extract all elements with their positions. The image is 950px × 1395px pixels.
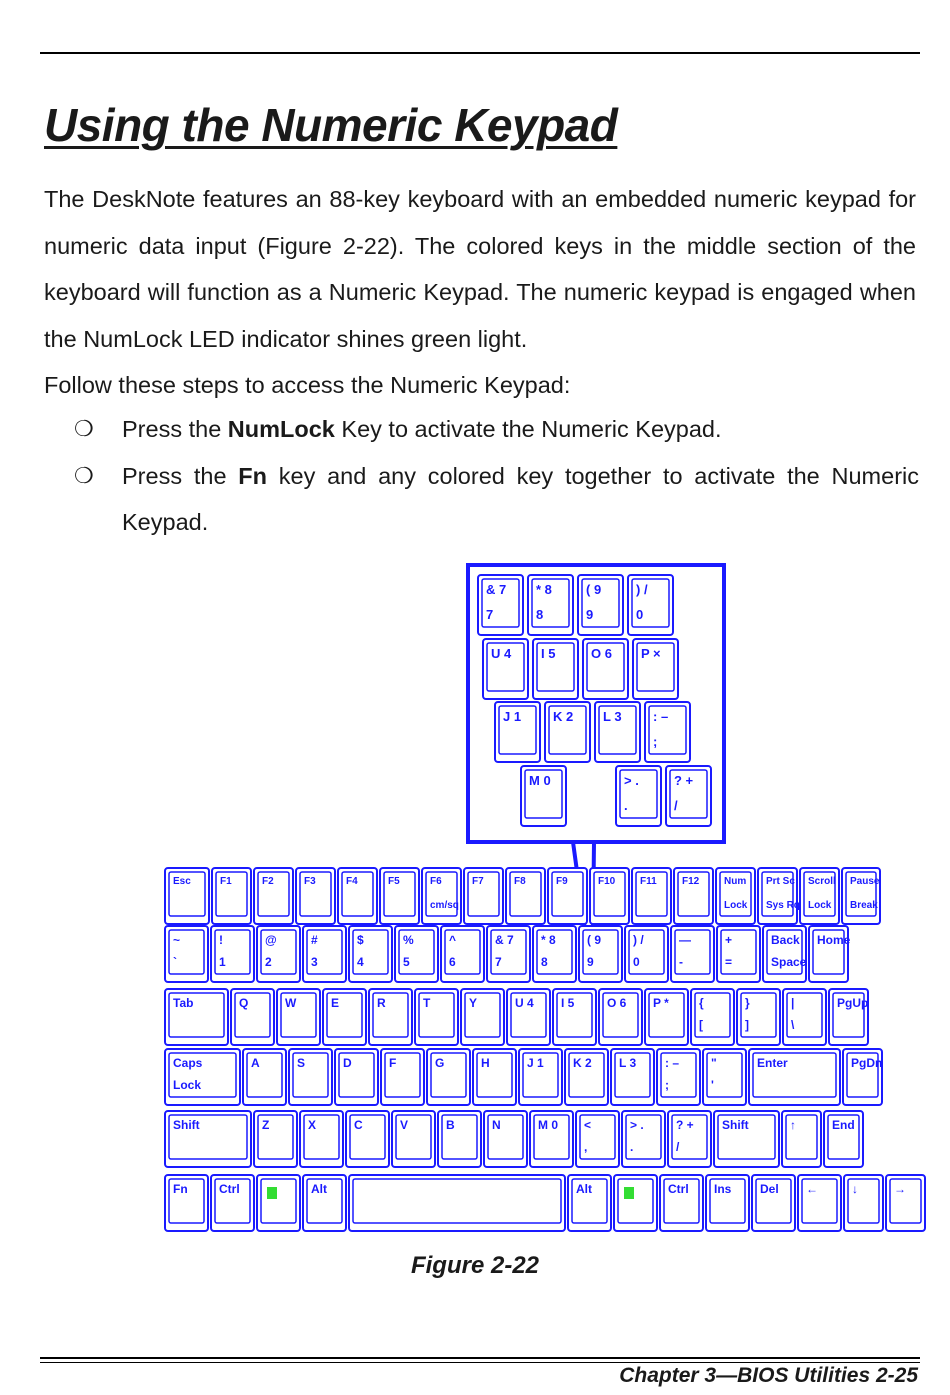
- key-legend-bottom: /: [674, 798, 678, 813]
- key-legend-top: * 8: [536, 582, 552, 597]
- key-outline: [533, 639, 578, 699]
- keyboard-key: [464, 868, 503, 924]
- keyboard-key: [595, 702, 640, 762]
- key-legend-bottom: 0: [636, 607, 644, 622]
- keyboard-key: [548, 868, 587, 924]
- key-legend-top: N: [492, 1118, 501, 1132]
- keyboard-key: [763, 926, 807, 982]
- keyboard-key: [289, 1049, 332, 1105]
- key-legend-top: Num: [724, 876, 747, 887]
- key-legend-top: ": [711, 1056, 717, 1070]
- key-legend-top: ~: [173, 933, 181, 947]
- key-legend-top: V: [400, 1118, 409, 1132]
- keyboard-key: [254, 1111, 297, 1167]
- step-text: key and any colored key together to activate the Numeric Keypad.: [122, 462, 919, 535]
- keyboard-key: [495, 702, 540, 762]
- keyboard-key: [528, 575, 573, 635]
- key-legend-top: F2: [262, 876, 274, 887]
- key-legend-top: <: [584, 1118, 592, 1132]
- key-legend-top: ( 9: [587, 933, 602, 947]
- key-legend-top: ? +: [674, 773, 694, 788]
- keyboard-key: [599, 989, 642, 1045]
- key-legend-top: O 6: [607, 996, 627, 1010]
- key-legend-top: }: [745, 996, 750, 1010]
- key-legend-top: ↑: [790, 1118, 796, 1132]
- keyboard-key: [782, 1111, 821, 1167]
- key-legend-bottom: ]: [745, 1018, 749, 1032]
- bullet-icon: ❍: [74, 416, 94, 441]
- key-legend-top: T: [423, 996, 431, 1010]
- key-legend-top: F10: [598, 876, 616, 887]
- keyboard-key: [800, 868, 839, 924]
- key-legend-bottom: =: [725, 955, 733, 969]
- keyboard-key: [165, 1175, 208, 1231]
- keyboard-key: [625, 926, 668, 982]
- key-legend-top: W: [285, 996, 297, 1010]
- keyboard-key: [438, 1111, 481, 1167]
- key-legend-top: Prt Sc: [766, 876, 795, 887]
- keyboard-key: [842, 868, 880, 924]
- bullet-icon: ❍: [74, 462, 94, 488]
- steps-intro: Follow these steps to access the Numeric Keypad:: [44, 372, 571, 398]
- step-key: NumLock: [227, 416, 335, 442]
- key-legend-top: ) /: [633, 933, 644, 947]
- key-outline: [628, 575, 673, 635]
- key-legend-bottom: 5: [403, 955, 410, 969]
- keyboard-key: [714, 1111, 779, 1167]
- keyboard-key: [231, 989, 274, 1045]
- key-legend-bottom: 2: [265, 955, 272, 969]
- key-legend-top: F11: [640, 876, 657, 887]
- key-legend-top: U 4: [515, 996, 534, 1010]
- key-legend-top: M 0: [538, 1118, 559, 1132]
- key-legend-bottom: Space: [771, 955, 807, 969]
- figure-caption: Figure 2-22: [410, 1252, 540, 1279]
- led-indicator-icon: [267, 1187, 277, 1199]
- key-legend-top: Esc: [173, 876, 191, 887]
- keyboard-key: [519, 1049, 562, 1105]
- key-legend-top: Scroll: [808, 876, 836, 887]
- step-item: [44, 453, 919, 546]
- key-legend-top: ? +: [676, 1118, 694, 1132]
- key-legend-top: +: [725, 933, 733, 947]
- keyboard-key: [671, 926, 714, 982]
- key-legend-top: →: [894, 1182, 906, 1196]
- key-legend-top: ↓: [852, 1182, 858, 1196]
- key-legend-top: X: [308, 1118, 317, 1132]
- step-key: Fn: [238, 462, 267, 489]
- key-legend-top: J 1: [527, 1056, 544, 1070]
- keyboard-key: [211, 926, 254, 982]
- key-legend-top: > .: [624, 773, 639, 788]
- keyboard-key: [303, 1175, 346, 1231]
- key-legend-top: K 2: [553, 709, 574, 724]
- keyboard-key: [674, 868, 713, 924]
- keyboard-key: [506, 868, 545, 924]
- keyboard-key: [553, 989, 596, 1045]
- keyboard-key: [660, 1175, 703, 1231]
- keyboard-key: [886, 1175, 925, 1231]
- keyboard-key: [614, 1175, 657, 1231]
- key-legend-top: : –: [665, 1056, 680, 1070]
- keyboard-key: [303, 926, 346, 982]
- keyboard-key: [717, 926, 760, 982]
- key-legend-bottom: 7: [486, 607, 494, 622]
- keyboard-key: [296, 868, 335, 924]
- bottom-rule-thin: [40, 1362, 920, 1363]
- key-legend-top: C: [354, 1118, 363, 1132]
- keyboard-key: [843, 1049, 882, 1105]
- key-legend-top: P *: [653, 996, 669, 1010]
- keyboard-key: [427, 1049, 470, 1105]
- key-legend-top: F: [389, 1056, 397, 1070]
- key-legend-top: L 3: [603, 709, 622, 724]
- keyboard-key: [300, 1111, 343, 1167]
- key-legend-top: ( 9: [586, 582, 602, 597]
- keypad-inset: [478, 575, 711, 826]
- keyboard-key: [165, 868, 209, 924]
- key-legend-top: K 2: [573, 1056, 592, 1070]
- keyboard-key: [257, 1175, 300, 1231]
- key-legend-top: U 4: [491, 646, 512, 661]
- key-legend-bottom: Lock: [808, 900, 832, 911]
- keyboard-key: [212, 868, 251, 924]
- keyboard-key: [583, 639, 628, 699]
- key-legend-top: F8: [514, 876, 526, 887]
- key-legend-top: F9: [556, 876, 568, 887]
- keyboard-key: [380, 868, 419, 924]
- keyboard-key: [829, 989, 868, 1045]
- key-legend-top: Tab: [173, 996, 194, 1010]
- key-legend-top: $: [357, 933, 364, 947]
- key-legend-top: #: [311, 933, 318, 947]
- keyboard-key: [487, 926, 530, 982]
- key-legend-top: R: [377, 996, 386, 1010]
- key-legend-bottom: [: [699, 1018, 703, 1032]
- key-legend-top: F1: [220, 876, 232, 887]
- key-legend-top: O 6: [591, 646, 612, 661]
- keyboard-key: [254, 868, 293, 924]
- key-legend-bottom: 9: [586, 607, 594, 622]
- keyboard-key: [257, 926, 300, 982]
- key-legend-top: |: [791, 996, 795, 1010]
- keyboard-key: [165, 989, 228, 1045]
- key-legend-top: J 1: [503, 709, 522, 724]
- key-legend-top: G: [435, 1056, 445, 1070]
- keyboard-key: [568, 1175, 611, 1231]
- keyboard-key: [809, 926, 851, 982]
- key-legend-top: Q: [239, 996, 249, 1010]
- keyboard-key: [349, 1175, 565, 1231]
- keyboard-key: [461, 989, 504, 1045]
- keyboard-key: [507, 989, 550, 1045]
- key-legend-bottom: 8: [536, 607, 544, 622]
- keyboard-key: [369, 989, 412, 1045]
- page-title: Using the Numeric Keypad: [44, 99, 618, 151]
- top-rule: [40, 52, 920, 54]
- key-legend-top: !: [219, 933, 223, 947]
- keyboard-key: [824, 1111, 863, 1167]
- key-legend-top: A: [251, 1056, 260, 1070]
- keyboard-key: [798, 1175, 841, 1231]
- keyboard-key: [668, 1111, 711, 1167]
- keyboard-figure: [160, 560, 906, 1245]
- keyboard-key: [844, 1175, 883, 1231]
- keyboard-key: [335, 1049, 378, 1105]
- key-legend-bottom: Sys Rq: [766, 900, 800, 911]
- keyboard-key: [716, 868, 755, 924]
- key-legend-top: F6: [430, 876, 442, 887]
- keyboard-key: [473, 1049, 516, 1105]
- key-legend-top: > .: [630, 1118, 644, 1132]
- key-legend-top: Ctrl: [668, 1182, 689, 1196]
- key-legend-top: Y: [469, 996, 478, 1010]
- key-legend-bottom: .: [630, 1140, 634, 1154]
- keyboard-key: [565, 1049, 608, 1105]
- key-legend-top: {: [699, 996, 704, 1010]
- key-legend-top: Shift: [722, 1118, 749, 1132]
- step-text: Press the: [122, 416, 228, 442]
- key-legend-bottom: cm/sq: [430, 900, 459, 911]
- intro-paragraph: The DeskNote features an 88-key keyboard with an embedded numeric keypad for numeric data input (Figure 2-22). The colored keys in the middle section of the keyboard will function as a Numeric Keypad. The numeric keypad is engaged when the NumLock LED indicator shines green light.: [44, 186, 916, 352]
- step-text: Key to activate the Numeric Keypad.: [334, 416, 722, 442]
- keyboard-key: [749, 1049, 840, 1105]
- keyboard-key: [590, 868, 629, 924]
- key-legend-top: Back: [771, 933, 800, 947]
- key-legend-top: I 5: [561, 996, 575, 1010]
- keyboard-key: [758, 868, 800, 924]
- key-legend-top: Pause: [850, 876, 880, 887]
- key-legend-top: I 5: [541, 646, 556, 661]
- keyboard-key: [632, 868, 671, 924]
- body-text: [44, 176, 916, 409]
- key-legend-bottom: ': [711, 1078, 714, 1092]
- steps-list: [44, 406, 919, 546]
- keyboard-key: [657, 1049, 700, 1105]
- keyboard-key: [545, 702, 590, 762]
- step-item: [44, 406, 919, 453]
- keyboard-key: [349, 926, 392, 982]
- keyboard-key: [381, 1049, 424, 1105]
- keyboard-key: [484, 1111, 527, 1167]
- keyboard-key: [533, 926, 576, 982]
- key-legend-bottom: Lock: [724, 900, 748, 911]
- key-legend-bottom: 0: [633, 955, 640, 969]
- key-legend-bottom: \: [791, 1018, 795, 1032]
- keyboard-key: [576, 1111, 619, 1167]
- keyboard-key: [441, 926, 484, 982]
- keyboard-key: [346, 1111, 389, 1167]
- key-legend-top: S: [297, 1056, 306, 1070]
- key-legend-top: Shift: [173, 1118, 200, 1132]
- key-legend-top: H: [481, 1056, 490, 1070]
- key-legend-top: Caps: [173, 1056, 203, 1070]
- keyboard-key: [165, 926, 208, 982]
- key-legend-top: ^: [449, 933, 457, 947]
- key-legend-bottom: -: [679, 955, 683, 969]
- keyboard-key: [645, 702, 690, 762]
- key-legend-top: & 7: [495, 933, 514, 947]
- key-legend-bottom: 6: [449, 955, 456, 969]
- keyboard-key: [616, 766, 661, 826]
- keyboard-key: [395, 926, 438, 982]
- key-legend-bottom: ;: [665, 1078, 669, 1092]
- keyboard-key: [338, 868, 377, 924]
- keyboard-key: [645, 989, 688, 1045]
- key-legend-bottom: Break: [850, 900, 878, 911]
- keyboard-key: [752, 1175, 795, 1231]
- key-legend-top: Alt: [311, 1182, 327, 1196]
- key-legend-top: —: [679, 933, 691, 947]
- key-legend-top: Ins: [714, 1182, 732, 1196]
- keyboard-key: [628, 575, 673, 635]
- key-legend-top: P ×: [641, 646, 661, 661]
- key-legend-top: F4: [346, 876, 358, 887]
- keyboard-key: [703, 1049, 746, 1105]
- keyboard-key: [415, 989, 458, 1045]
- key-legend-top: %: [403, 933, 414, 947]
- keyboard-key: [533, 639, 578, 699]
- key-legend-top: @: [265, 933, 277, 947]
- key-legend-top: ←: [806, 1182, 818, 1196]
- key-legend-top: : –: [653, 709, 669, 724]
- key-legend-top: M 0: [529, 773, 551, 788]
- key-legend-top: PgDn: [851, 1056, 883, 1070]
- key-legend-bottom: 9: [587, 955, 594, 969]
- keyboard-key: [422, 868, 461, 924]
- key-legend-bottom: 1: [219, 955, 226, 969]
- key-legend-top: Z: [262, 1118, 270, 1132]
- key-legend-bottom: 7: [495, 955, 502, 969]
- key-legend-top: F7: [472, 876, 484, 887]
- key-legend-top: End: [832, 1118, 855, 1132]
- keyboard-key: [530, 1111, 573, 1167]
- keyboard-key: [277, 989, 320, 1045]
- key-legend-top: Fn: [173, 1182, 188, 1196]
- keyboard-key: [483, 639, 528, 699]
- key-legend-top: Enter: [757, 1056, 788, 1070]
- key-legend-bottom: 3: [311, 955, 318, 969]
- keyboard-key: [633, 639, 678, 699]
- keyboard-key: [737, 989, 780, 1045]
- keyboard-key: [392, 1111, 435, 1167]
- key-legend-bottom: 8: [541, 955, 548, 969]
- key-legend-top: ) /: [636, 582, 648, 597]
- key-legend-top: Ctrl: [219, 1182, 240, 1196]
- key-legend-top: & 7: [486, 582, 507, 597]
- key-legend-bottom: Lock: [173, 1078, 202, 1092]
- keyboard-key: [478, 575, 523, 635]
- keyboard-key: [578, 575, 623, 635]
- keyboard-key: [243, 1049, 286, 1105]
- bottom-rule: [40, 1357, 920, 1359]
- keyboard-key: [706, 1175, 749, 1231]
- key-legend-bottom: 4: [357, 955, 364, 969]
- keyboard-layout: [165, 868, 925, 1231]
- keyboard-key: [521, 766, 566, 826]
- key-legend-top: B: [446, 1118, 455, 1132]
- step-text: Press the: [122, 462, 239, 489]
- keyboard-key: [666, 766, 711, 826]
- key-legend-top: PgUp: [837, 996, 869, 1010]
- key-legend-top: E: [331, 996, 340, 1010]
- keyboard-key: [165, 1049, 240, 1105]
- key-legend-bottom: `: [173, 955, 177, 969]
- key-legend-bottom: ;: [653, 734, 658, 749]
- key-legend-top: D: [343, 1056, 352, 1070]
- key-legend-bottom: .: [624, 798, 628, 813]
- keyboard-key: [323, 989, 366, 1045]
- key-legend-top: F12: [682, 876, 700, 887]
- led-indicator-icon: [624, 1187, 634, 1199]
- key-legend-top: F5: [388, 876, 400, 887]
- key-legend-top: Home: [817, 933, 851, 947]
- key-legend-top: L 3: [619, 1056, 637, 1070]
- keyboard-key: [165, 1111, 251, 1167]
- keyboard-key: [783, 989, 826, 1045]
- key-legend-bottom: /: [676, 1140, 680, 1154]
- key-legend-top: Alt: [576, 1182, 592, 1196]
- key-legend-top: * 8: [541, 933, 556, 947]
- page-footer: Chapter 3—BIOS Utilities 2-25: [619, 1364, 918, 1387]
- keyboard-key: [691, 989, 734, 1045]
- keyboard-key: [611, 1049, 654, 1105]
- keyboard-key: [211, 1175, 254, 1231]
- key-legend-bottom: ,: [584, 1140, 588, 1154]
- keyboard-key: [579, 926, 622, 982]
- key-legend-top: F3: [304, 876, 316, 887]
- keyboard-key: [622, 1111, 665, 1167]
- key-legend-top: Del: [760, 1182, 779, 1196]
